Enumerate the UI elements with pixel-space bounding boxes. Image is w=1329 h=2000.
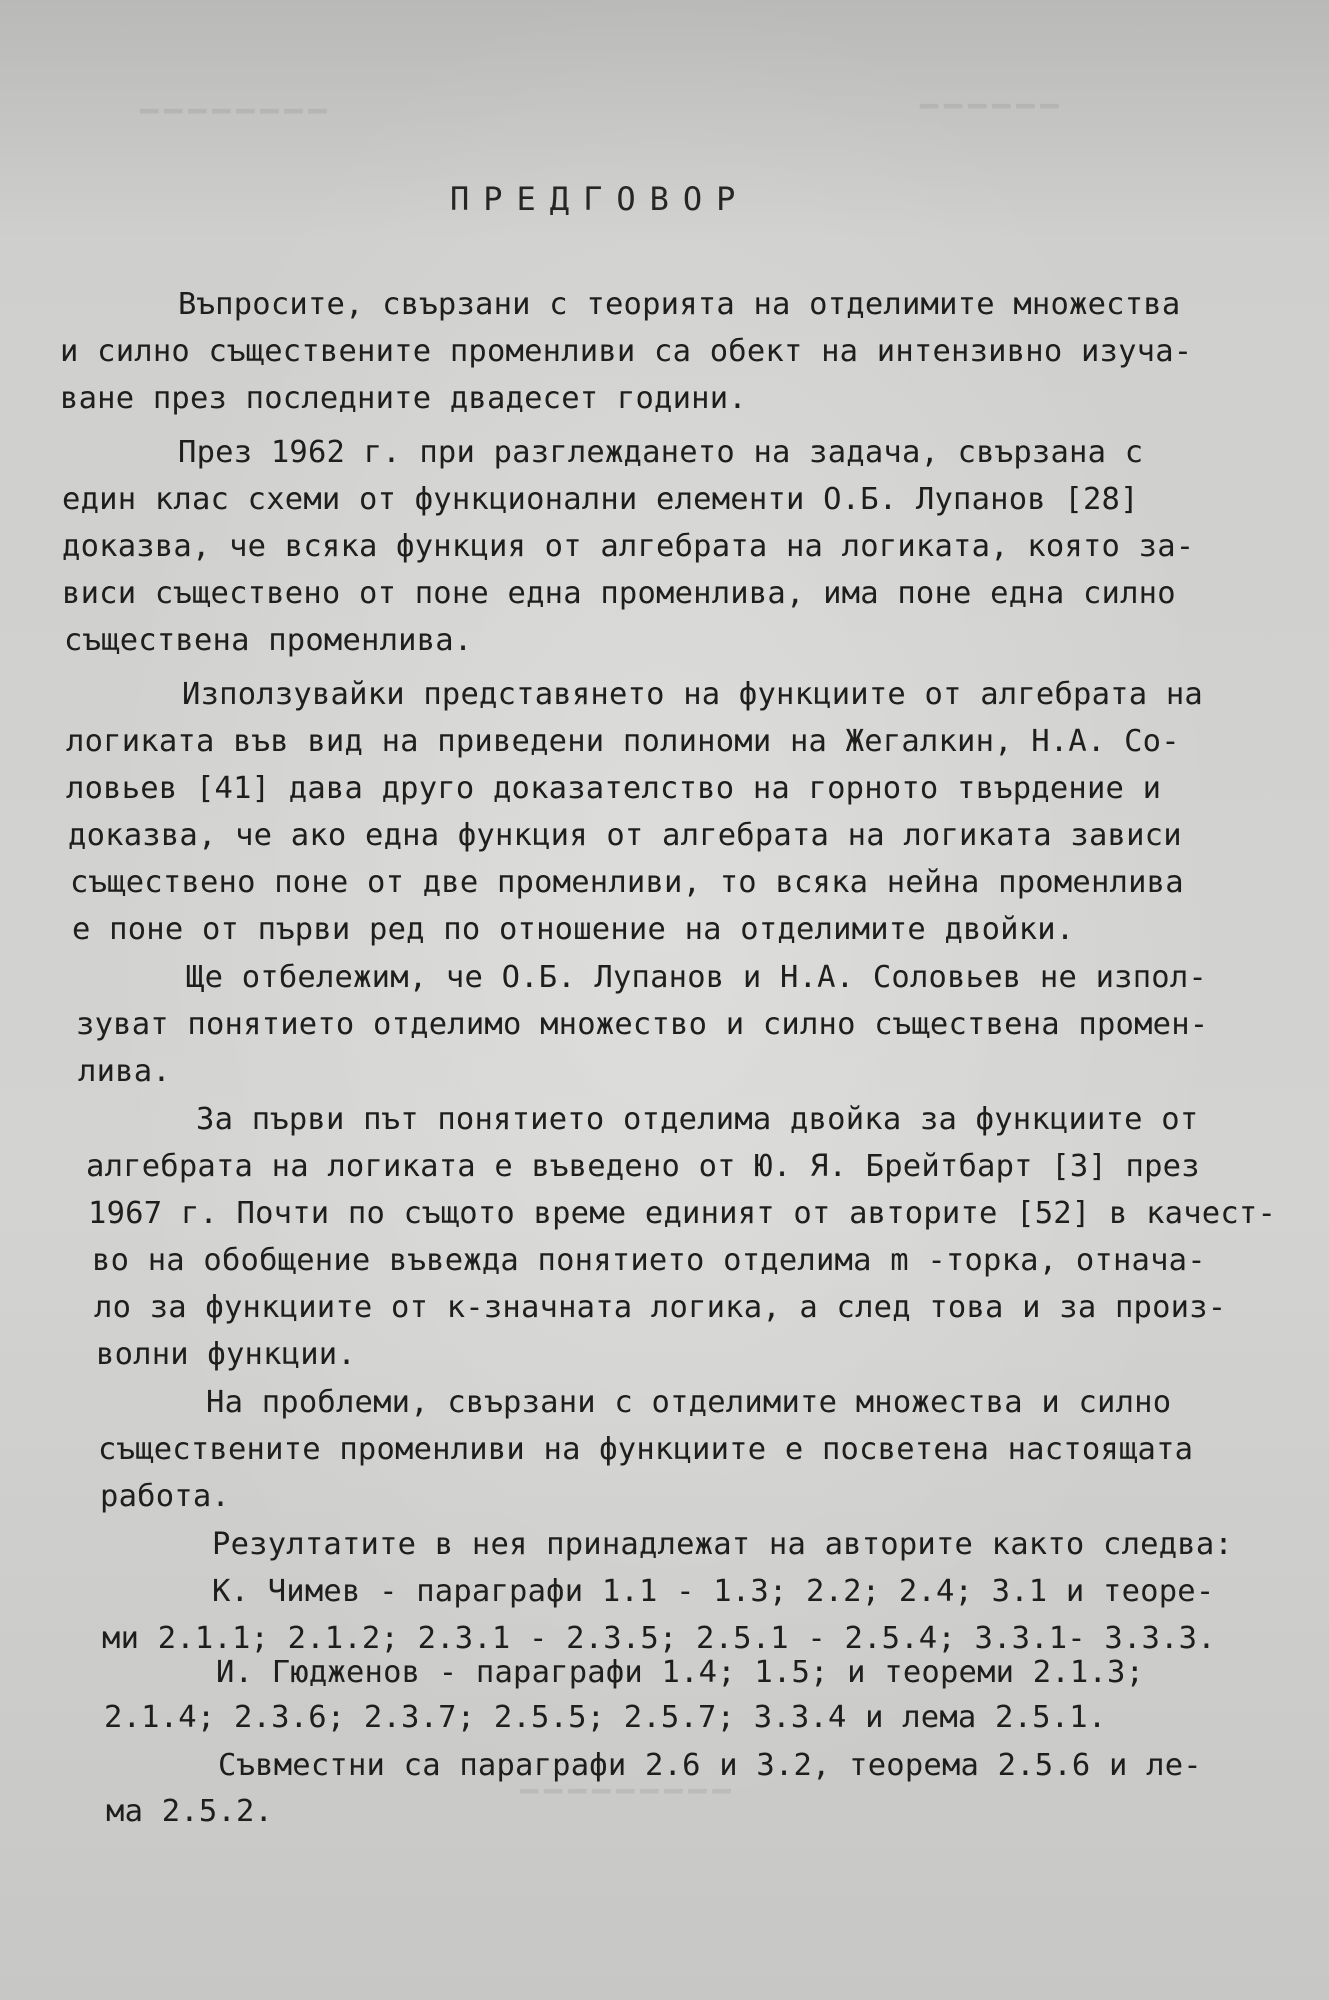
text-line: ловьев [41] дава друго доказателство на горното твърдение и [66, 771, 1162, 806]
text-line: и силно съществените променливи са обект на интензивно изуча- [60, 334, 1193, 369]
text-line: съществените променливи на функциите е посветена настоящата [98, 1432, 1194, 1467]
text-line: 1967 г. Почти по същото време единият от авторите [52] в качест- [88, 1196, 1277, 1231]
text-line: Ще отбележим, че О.Б. Лупанов и Н.А. Соловьев не изпол- [186, 960, 1207, 995]
text-line: Въпросите, свързани с теорията на отделимите множества [178, 287, 1181, 322]
text-line: 2.1.4; 2.3.6; 2.3.7; 2.5.5; 2.5.7; 3.3.4 и лема 2.5.1. [104, 1700, 1107, 1735]
text-line: логиката във вид на приведени полиноми на Жегалкин, Н.А. Со- [66, 724, 1180, 759]
text-line: През 1962 г. при разглеждането на задача, свързана с [178, 435, 1144, 470]
text-line: За първи път понятието отделима двойка за функциите от [196, 1102, 1199, 1137]
text-line: На проблеми, свързани с отделимите множества и силно [206, 1385, 1172, 1420]
text-line: К. Чимев - параграфи 1.1 - 1.3; 2.2; 2.4; 3.1 и теоре- [212, 1574, 1215, 1609]
text-line: во на обобщение въвежда понятието отделима m -торка, отнача- [92, 1243, 1206, 1278]
text-line: Съвместни са параграфи 2.6 и 3.2, теорема 2.5.6 и ле- [218, 1748, 1202, 1783]
show-through-text: ▔▔▔▔▔▔▔▔▔ [520, 1790, 737, 1825]
text-line: ми 2.1.1; 2.1.2; 2.3.1 - 2.3.5; 2.5.1 - 2.5.4; 3.3.1- 3.3.3. [102, 1621, 1216, 1656]
page-title: ПРЕДГОВОР [450, 180, 750, 218]
text-line: ване през последните двадесет години. [60, 381, 747, 416]
text-line: Използувайки представянето на функциите от алгебрата на [182, 677, 1203, 712]
text-line: лива. [78, 1054, 171, 1089]
text-line: доказва, че всяка функция от алгебрата на логиката, която за- [62, 529, 1195, 564]
text-line: ма 2.5.2. [106, 1794, 274, 1829]
show-through-text: ▔▔▔▔▔▔▔▔ [140, 110, 333, 145]
text-line: един клас схеми от функционални елементи О.Б. Лупанов [28] [62, 482, 1139, 517]
text-line: работа. [100, 1479, 230, 1514]
text-line: ло за функциите от к-значната логика, а след това и за произ- [94, 1290, 1227, 1325]
text-line: зуват понятието отделимо множество и силно съществена промен- [76, 1007, 1209, 1042]
text-line: доказва, че ако една функция от алгебрата на логиката зависи [68, 818, 1182, 853]
text-line: И. Гюдженов - параграфи 1.4; 1.5; и теореми 2.1.3; [216, 1655, 1145, 1690]
text-line: съществено поне от две променливи, то всяка нейна променлива [70, 865, 1184, 900]
text-line: съществена променлива. [64, 623, 473, 658]
text-line: Резултатите в нея принадлежат на авторите както следва: [212, 1527, 1233, 1562]
text-line: е поне от първи ред по отношение на отделимите двойки. [72, 912, 1075, 947]
text-line: виси съществено от поне една променлива, има поне една силно [62, 576, 1176, 611]
text-line: алгебрата на логиката е въведено от Ю. Я. Брейтбарт [3] през [86, 1149, 1200, 1184]
show-through-text: ▔▔▔▔▔▔ [920, 105, 1065, 140]
text-line: волни функции. [96, 1337, 356, 1372]
